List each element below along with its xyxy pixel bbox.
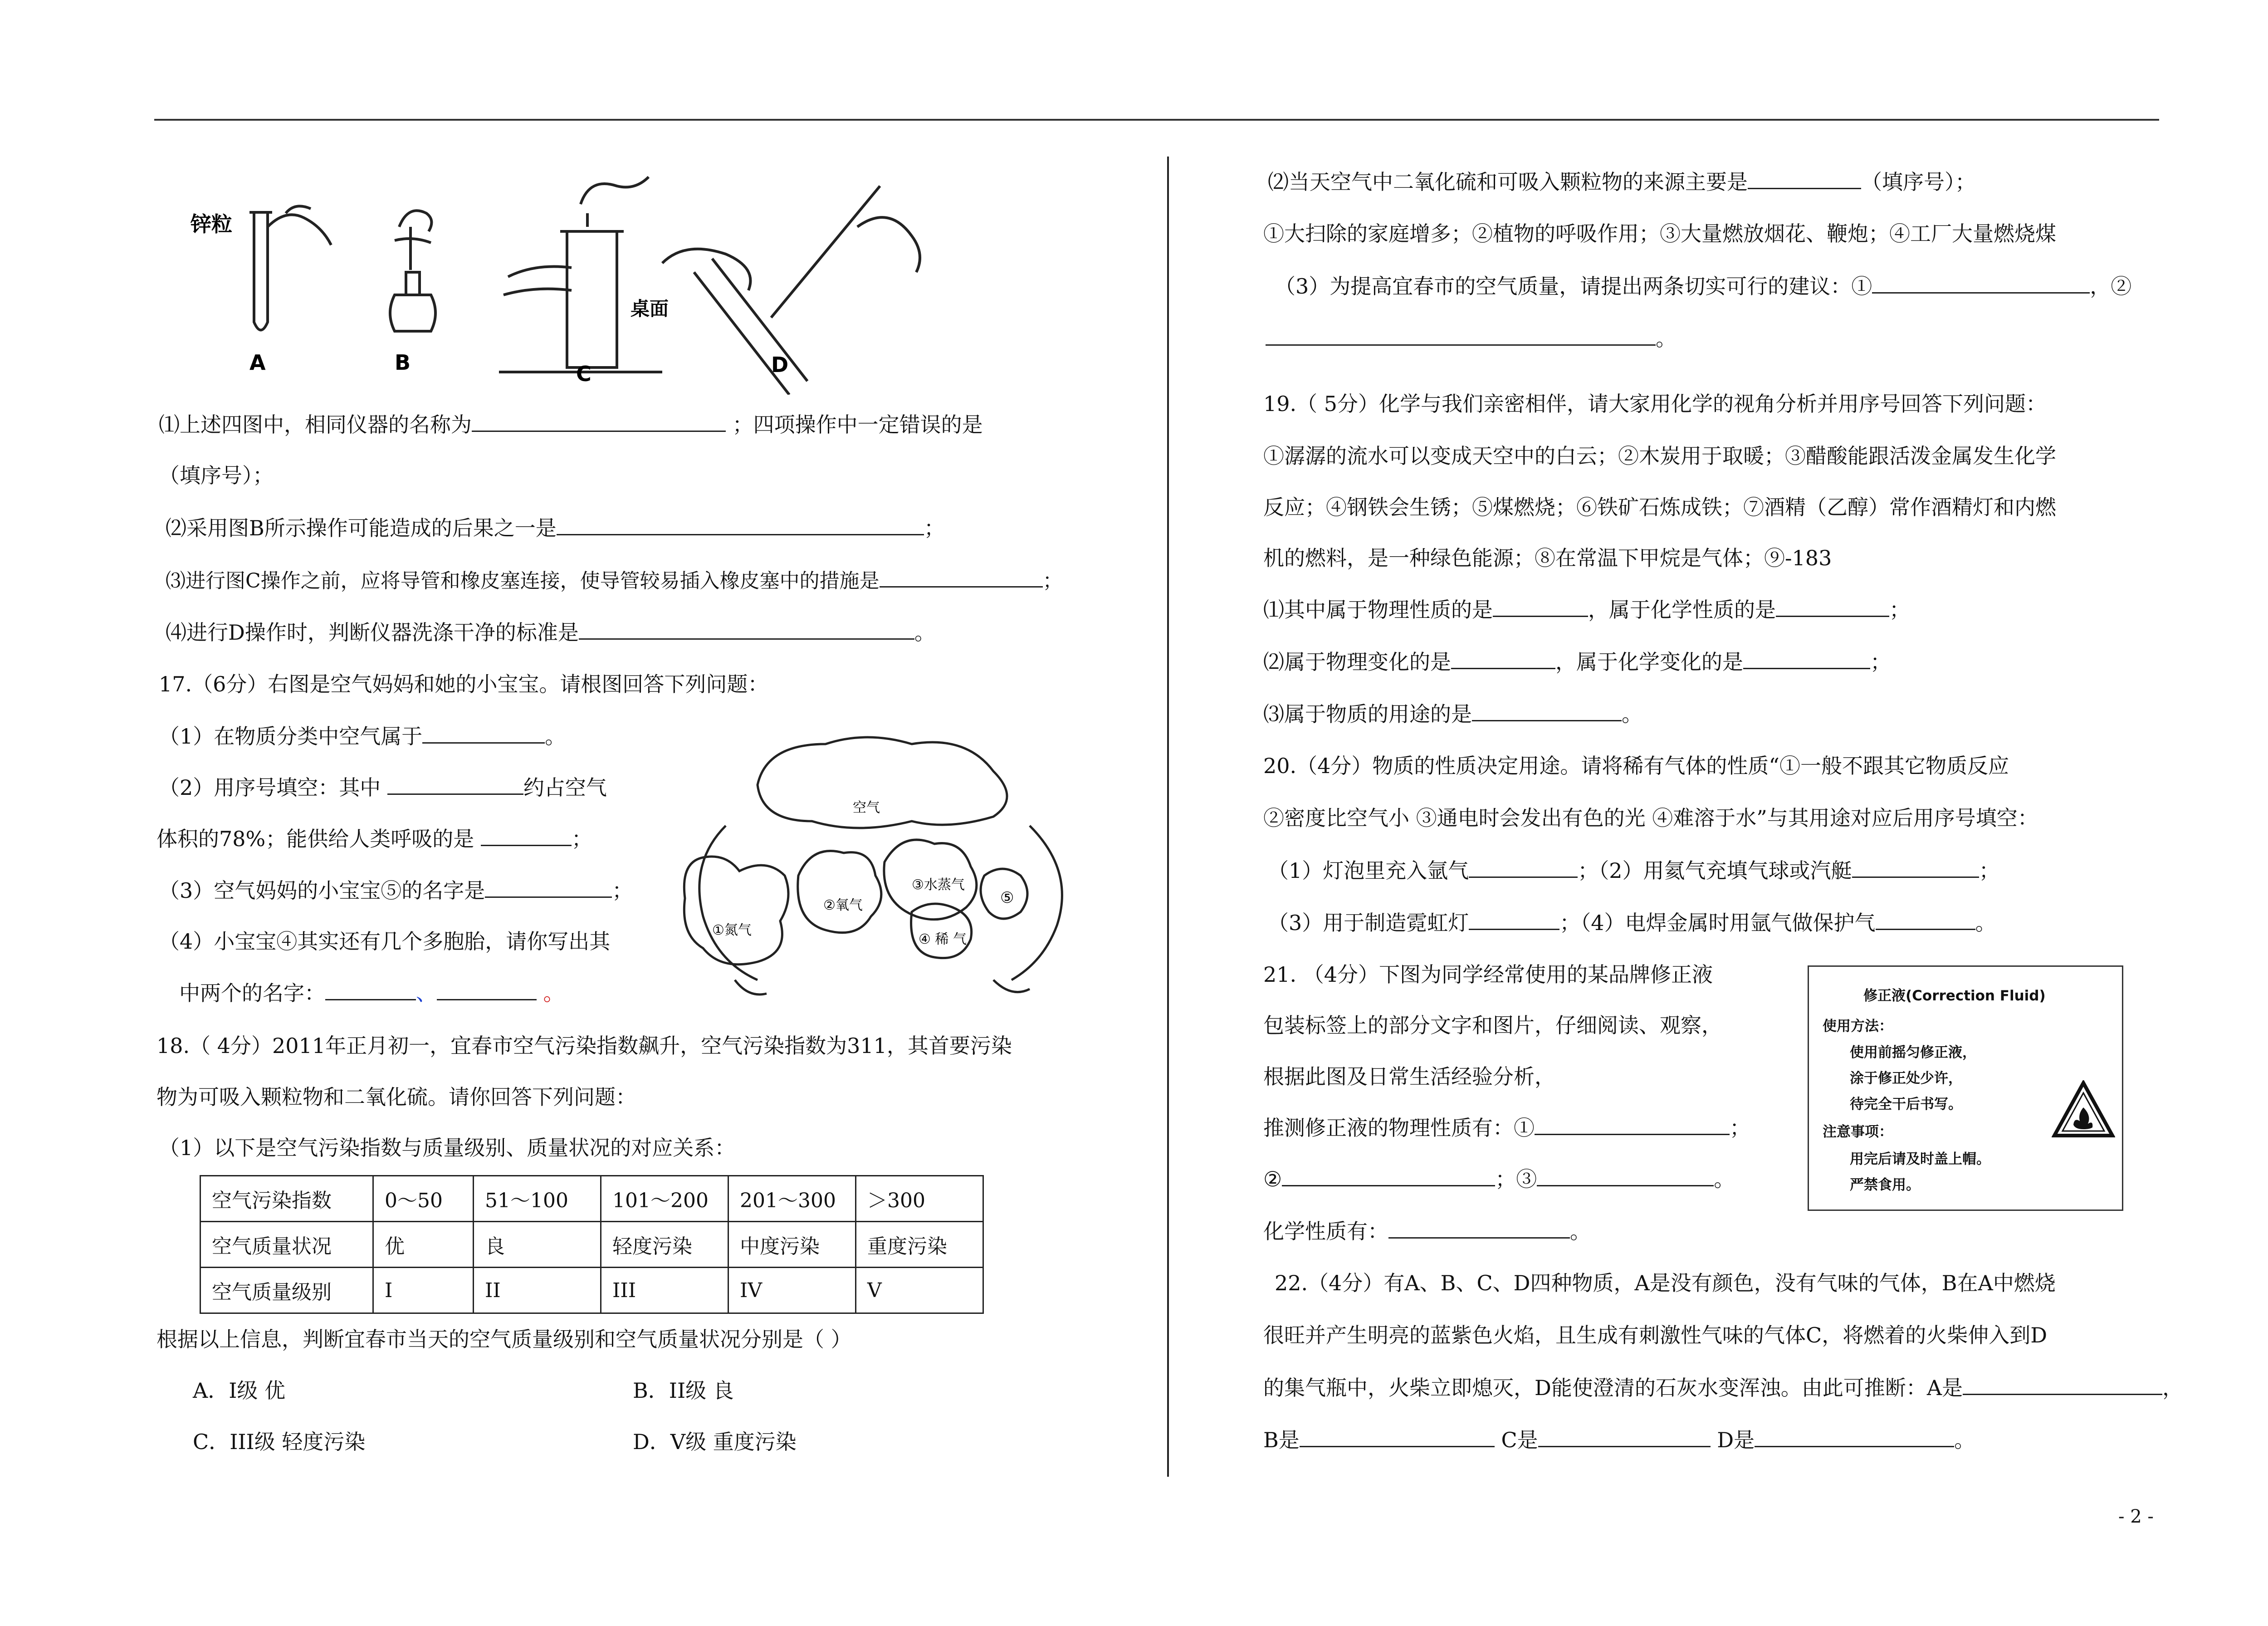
table-cell: 优 bbox=[373, 1222, 474, 1268]
answer-blank[interactable] bbox=[1282, 1165, 1495, 1186]
table-row bbox=[200, 1176, 983, 1222]
cf-title: 修正液(Correction Fluid) bbox=[1863, 988, 2046, 1004]
desk-label: 桌面 bbox=[631, 298, 669, 320]
table-cell: ＞300 bbox=[856, 1176, 983, 1222]
q18-right-line2: ①大扫除的家庭增多；②植物的呼吸作用；③大量燃放烟花、鞭炮；④工厂大量燃烧煤 bbox=[1263, 221, 2056, 246]
table-cell: 良 bbox=[474, 1222, 601, 1268]
q17-line3: 体积的78%；能供给人类呼吸的是 ； bbox=[156, 825, 592, 852]
q18-right-line3: （3）为提高宜春市的空气质量，请提出两条切实可行的建议：① ，② bbox=[1275, 272, 2131, 300]
q20-line1: 20.（4分）物质的性质决定用途。请将稀有气体的性质“①一般不跟其它物质反应 bbox=[1263, 754, 2009, 778]
table-cell: III bbox=[601, 1268, 728, 1313]
q18-option-c[interactable]: C．III级 轻度污染 bbox=[193, 1430, 366, 1454]
answer-blank[interactable] bbox=[1266, 324, 1656, 346]
correction-fluid-label bbox=[1808, 965, 2123, 1211]
q17-line1: （1）在物质分类中空气属于 。 bbox=[159, 722, 566, 750]
answer-blank[interactable] bbox=[1872, 272, 2090, 294]
q18-right-line4: 。 bbox=[1266, 324, 1677, 352]
answer-blank[interactable] bbox=[880, 566, 1043, 588]
answer-blank[interactable] bbox=[1776, 596, 1889, 617]
q16-line3: ⑶进行图C操作之前，应将导管和橡皮塞连接，使导管较易插入橡皮塞中的措施是 ； bbox=[166, 566, 1063, 595]
table-cell: 空气质量状况 bbox=[200, 1222, 373, 1268]
answer-blank[interactable] bbox=[481, 825, 572, 846]
answer-blank[interactable] bbox=[1493, 596, 1588, 617]
table-cell: 空气污染指数 bbox=[200, 1176, 373, 1222]
table-cell: I bbox=[373, 1268, 474, 1313]
q19-line5: ⑴其中属于物理性质的是 ，属于化学性质的是 ； bbox=[1263, 596, 1910, 623]
cf-note-1: 用完后请及时盖上帽。 bbox=[1850, 1151, 1990, 1167]
figure-letter-b: B bbox=[395, 350, 411, 375]
answer-blank[interactable] bbox=[422, 722, 545, 744]
table-cell: 51～100 bbox=[474, 1176, 601, 1222]
q16-line1: ⑴上述四图中，相同仪器的名称为 ；四项操作中一定错误的是 bbox=[159, 411, 983, 438]
q17-line4: （3）空气妈妈的小宝宝⑤的名字是 ； bbox=[159, 877, 633, 904]
table-cell: 重度污染 bbox=[856, 1222, 983, 1268]
figure-letter-a: A bbox=[249, 350, 266, 375]
nitrogen-label: ①氮气 bbox=[712, 922, 752, 938]
answer-blank[interactable] bbox=[579, 618, 914, 640]
cf-notes-heading: 注意事项： bbox=[1823, 1124, 1893, 1140]
q19-line3: 反应；④钢铁会生锈；⑤煤燃烧；⑥铁矿石炼成铁；⑦酒精（乙醇）常作酒精灯和内燃 bbox=[1263, 495, 2056, 519]
q17-line5: （4）小宝宝④其实还有几个多胞胎，请你写出其 bbox=[159, 929, 611, 954]
q21-line6: 化学性质有： 。 bbox=[1263, 1217, 1591, 1245]
page-number: - 2 - bbox=[2118, 1506, 2154, 1527]
answer-blank[interactable] bbox=[1748, 168, 1861, 189]
table-cell: II bbox=[474, 1268, 601, 1313]
q22-line1: 22.（4分）有A、B、C、D四种物质，A是没有颜色，没有气味的气体，B在A中燃烧 bbox=[1275, 1271, 2056, 1295]
cf-usage-3: 待完全干后书写。 bbox=[1850, 1096, 1962, 1112]
q19-line1: 19.（ 5分）化学与我们亲密相伴，请大家用化学的视角分析并用序号回答下列问题： bbox=[1263, 392, 2047, 416]
q21-line2: 包装标签上的部分文字和图片，仔细阅读、观察， bbox=[1263, 1013, 1722, 1038]
q17-line6: 中两个的名字： 、 。 bbox=[179, 979, 564, 1007]
answer-blank[interactable] bbox=[1963, 1374, 2162, 1395]
q17-line2: （2）用序号填空：其中 约占空气 bbox=[159, 774, 607, 801]
q22-line2: 很旺并产生明亮的蓝紫色火焰，且生成有刺激性气味的气体C，将燃着的火柴伸入到D bbox=[1263, 1323, 2048, 1347]
answer-blank[interactable] bbox=[1451, 648, 1555, 669]
answer-blank[interactable] bbox=[1755, 1426, 1954, 1447]
water-vapor-label: ③水蒸气 bbox=[912, 877, 965, 893]
q18-line2: 物为可吸入颗粒物和二氧化硫。请你回答下列问题： bbox=[156, 1085, 636, 1109]
answer-blank[interactable] bbox=[1743, 648, 1870, 669]
answer-blank[interactable] bbox=[387, 774, 523, 795]
answer-blank[interactable] bbox=[557, 514, 924, 535]
answer-blank[interactable] bbox=[1469, 857, 1578, 878]
q21-line3: 根据此图及日常生活经验分析， bbox=[1263, 1064, 1555, 1089]
q18-line3: （1）以下是空气污染指数与质量级别、质量状况的对应关系： bbox=[159, 1136, 736, 1160]
figure-letter-d: D bbox=[771, 353, 789, 377]
answer-blank[interactable] bbox=[1852, 857, 1979, 878]
q18-option-d[interactable]: D．V级 重度污染 bbox=[633, 1430, 797, 1454]
q19-line6: ⑵属于物理变化的是 ，属于化学变化的是 ； bbox=[1263, 648, 1891, 676]
q18-line1: 18.（ 4分）2011年正月初一，宜春市空气污染指数飙升，空气污染指数为311，其首要污染 bbox=[156, 1033, 1012, 1058]
q21-line1: 21. （4分）下图为同学经常使用的某品牌修正液 bbox=[1263, 962, 1713, 987]
q16-line1c: （填序号）； bbox=[159, 463, 274, 488]
answer-blank[interactable] bbox=[1537, 1165, 1714, 1186]
q19-line7: ⑶属于物质的用途的是 。 bbox=[1263, 700, 1642, 728]
air-label: 空气 bbox=[853, 800, 880, 816]
cf-usage-heading: 使用方法： bbox=[1823, 1018, 1893, 1034]
header-rule bbox=[154, 119, 2159, 121]
q16-line4: ⑷进行D操作时，判断仪器洗涤干净的标准是 。 bbox=[166, 618, 935, 646]
q20-line4: （3）用于制造霓虹灯 ；（4）电焊金属时用氩气做保护气 。 bbox=[1268, 909, 1996, 936]
air-mother-figure bbox=[676, 726, 1093, 1007]
cf-usage-2: 涂于修正处少许， bbox=[1850, 1070, 1962, 1087]
table-cell: 轻度污染 bbox=[601, 1222, 728, 1268]
q18-line4: 根据以上信息，判断宜春市当天的空气质量级别和空气质量状况分别是（ ） bbox=[156, 1327, 852, 1352]
table-cell: V bbox=[856, 1268, 983, 1313]
answer-blank[interactable] bbox=[437, 979, 537, 1000]
flammable-warning-icon bbox=[2052, 1080, 2115, 1139]
q20-line3: （1）灯泡里充入氩气 ；（2）用氦气充填气球或汽艇 ； bbox=[1268, 857, 2000, 884]
table-row bbox=[200, 1222, 983, 1268]
lab-operations-figure bbox=[181, 159, 998, 395]
q21-line5: ② ；③ 。 bbox=[1263, 1165, 1735, 1193]
q18-option-a[interactable]: A．I级 优 bbox=[193, 1378, 286, 1403]
table-cell: 0～50 bbox=[373, 1176, 474, 1222]
oxygen-label: ②氧气 bbox=[823, 897, 863, 913]
answer-blank[interactable] bbox=[1469, 909, 1559, 930]
baby-five-label: ⑤ bbox=[1000, 889, 1014, 907]
answer-blank[interactable] bbox=[1300, 1426, 1495, 1447]
column-divider bbox=[1167, 157, 1169, 1477]
q16-line2: ⑵采用图B所示操作可能造成的后果之一是 ； bbox=[166, 514, 945, 542]
table-cell: 中度污染 bbox=[728, 1222, 856, 1268]
answer-blank[interactable] bbox=[1876, 909, 1975, 930]
cf-usage-1: 使用前摇匀修正液， bbox=[1850, 1044, 1976, 1061]
cf-note-2: 严禁食用。 bbox=[1850, 1177, 1920, 1193]
answer-blank[interactable] bbox=[1388, 1217, 1570, 1239]
table-cell: IV bbox=[728, 1268, 856, 1313]
q19-line4: 机的燃料，是一种绿色能源；⑧在常温下甲烷是气体；⑨-183 bbox=[1263, 546, 1832, 570]
answer-blank[interactable] bbox=[485, 877, 612, 898]
answer-blank[interactable] bbox=[1535, 1114, 1730, 1135]
q19-line2: ①潺潺的流水可以变成天空中的白云；②木炭用于取暖；③醋酸能跟活泼金属发生化学 bbox=[1263, 444, 2056, 468]
answer-blank[interactable] bbox=[325, 979, 416, 1000]
q18-right-line1: ⑵当天空气中二氧化硫和可吸入颗粒物的来源主要是 （填序号）； bbox=[1268, 168, 1976, 196]
zinc-label: 锌粒 bbox=[191, 212, 232, 236]
q20-line2: ②密度比空气小 ③通电时会发出有色的光 ④难溶于水”与其用途对应后用序号填空： bbox=[1263, 806, 2038, 830]
q17-heading: 17.（6分）右图是空气妈妈和她的小宝宝。请根图回答下列问题： bbox=[159, 672, 769, 696]
figure-letter-c: C bbox=[576, 362, 591, 386]
q22-line3: 的集气瓶中，火柴立即熄灭，D能使澄清的石灰水变浑浊。由此可推断：A是 ， bbox=[1263, 1374, 2183, 1401]
q21-line4: 推测修正液的物理性质有：① ； bbox=[1263, 1114, 1750, 1141]
rare-gas-label: ④ 稀 气 bbox=[919, 931, 967, 947]
table-cell: 101～200 bbox=[601, 1176, 728, 1222]
table-row bbox=[200, 1268, 983, 1313]
answer-blank[interactable] bbox=[1472, 700, 1622, 721]
table-cell: 201～300 bbox=[728, 1176, 856, 1222]
answer-blank[interactable] bbox=[472, 411, 726, 432]
answer-blank[interactable] bbox=[1538, 1426, 1711, 1447]
aqi-table bbox=[200, 1175, 984, 1314]
q22-line4: B是 C是 D是 。 bbox=[1263, 1426, 1975, 1454]
q18-option-b[interactable]: B．II级 良 bbox=[633, 1378, 734, 1403]
table-cell: 空气质量级别 bbox=[200, 1268, 373, 1313]
